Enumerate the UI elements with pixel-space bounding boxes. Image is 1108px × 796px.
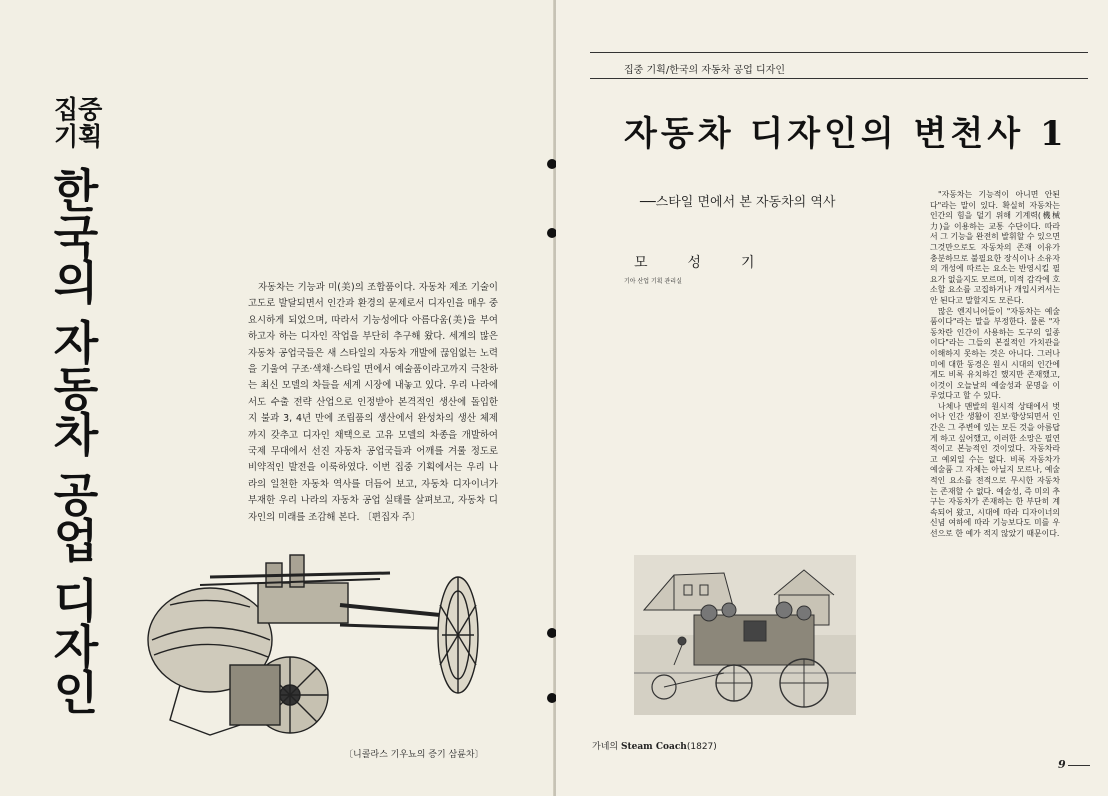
left-figure-caption: 〔니콜라스 기우뇨의 증기 삼륜차〕 bbox=[344, 750, 484, 760]
header-rule-top bbox=[590, 52, 1088, 53]
author-affiliation: 기아 산업 기획 관리실 bbox=[624, 278, 682, 285]
page-number: 9 bbox=[1058, 758, 1066, 771]
feature-label-vertical: 집중 기획 bbox=[54, 95, 103, 151]
feature-title-vertical: 한 국 의 자 동 차 공 업 디 자 인 bbox=[53, 164, 99, 720]
article-body bbox=[930, 190, 1060, 540]
right-figure-caption: 가네의 Steam Coach(1827) bbox=[592, 742, 717, 752]
page-number-rule bbox=[1068, 765, 1090, 766]
body-paragraph: 많은 엔지니어들이 "자동차는 예술품이다"라는 말을 부정한다. 물론 "자동차란 인간이 사용하는 도구의 일종이다"라는 그들의 본질적인 가치관을 이해하지 못하는 것은 아니다. 그러나 미에 대한 동경은 원시 시대의 인간에게도 비록 유치하긴 했지만 존재했고, 이것이 오늘날의 예술성과 문명을 이루었다고 할 수 있다. bbox=[930, 306, 1060, 401]
steam-tricycle-illustration bbox=[140, 545, 492, 745]
steam-coach-illustration bbox=[634, 555, 856, 715]
article-subtitle: ──스타일 면에서 본 자동차의 역사 bbox=[640, 195, 836, 210]
intro-paragraph: 자동차는 기능과 미(美)의 조합품이다. 자동차 제조 기술이 고도로 발달되면서 인간과 환경의 문제로서 디자인을 매우 중요시하게 되었으며, 따라서 기능성에다 아름다움(美)을 부여하고자 하는 디자인 작업을 부단히 추구해 왔다. 세계의 많은 자동차 공업국들은 새 스타일의 자동차 개발에 끊임없는 노력을 기울여 구조·색채·스타일 면에서 예술품이라고까지 극찬하는 최신 모델의 차들을 세계 시장에 내놓고 있다. 우리 나라에서도 수출 전략 산업으로 인정받아 본격적인 생산에 돌입한 지 불과 3, 4년 만에 조립품의 생산에서 완성차의 생산 체제까지 갖추고 디자인 채택으로 고유 모델의 차종을 개발하여 국제 무대에서 선진 자동차 공업국들과 어깨를 겨룰 정도로 비약적인 발전을 이룩하였다. 이번 집중 기획에서는 우리 나라의 일천한 자동차 역사를 더듬어 보고, 자동차 디자이너가 부재한 우리 나라의 자동차 공업 실태를 살펴보고, 자동차 디자인의 미래를 조감해 본다. 〔편집자 주〕 bbox=[248, 282, 498, 523]
header-rule-bottom bbox=[590, 78, 1088, 79]
series-label: 집중 기획/한국의 자동차 공업 디자인 bbox=[624, 65, 785, 76]
article-title: 자동차 디자인의 변천사 1 bbox=[624, 114, 1068, 154]
author-name: 모성기 bbox=[634, 255, 795, 271]
body-paragraph: 나체나 맨발의 원시적 상태에서 벗어나 인간 생활이 진보·향상되면서 인간은 그 주변에 있는 모든 것을 아름답게 하고 싶어했고, 이러한 소망은 필연적이고 본능적인 것이었다. 자동차라고 예외일 수는 없다. 비록 자동차가 예술품 그 자체는 아닐지 모르나, 예술적인 요소를 전적으로 무시한 자동차는 존재할 수 없다. 예술성, 즉 미의 추구는 자동차가 존재하는 한 부단히 계속되어 왔고, 시대에 따라 디자이너의 신념 여하에 따라 기능보다도 미를 우선으로 한 예가 적지 않았기 때문이다. bbox=[930, 401, 1060, 538]
body-paragraph: "자동차는 기능적이 아니면 안된다"라는 말이 있다. 확실히 자동차는 인간의 힘을 덜기 위해 기계력(機械力)을 이용하는 교통 수단이다. 따라서 그 기능을 완전히 발휘할 수 있으면 그것만으로도 자동차의 존재 이유가 충분하므로 불필요한 장식이나 소유자의 개성에 따르는 요소는 반영시킬 필요가 없을지도 모르며, 미적 감각에 호소할 요소를 고집하거나 개입시켜서는 안 된다고 말할지도 모른다. bbox=[930, 190, 1060, 305]
